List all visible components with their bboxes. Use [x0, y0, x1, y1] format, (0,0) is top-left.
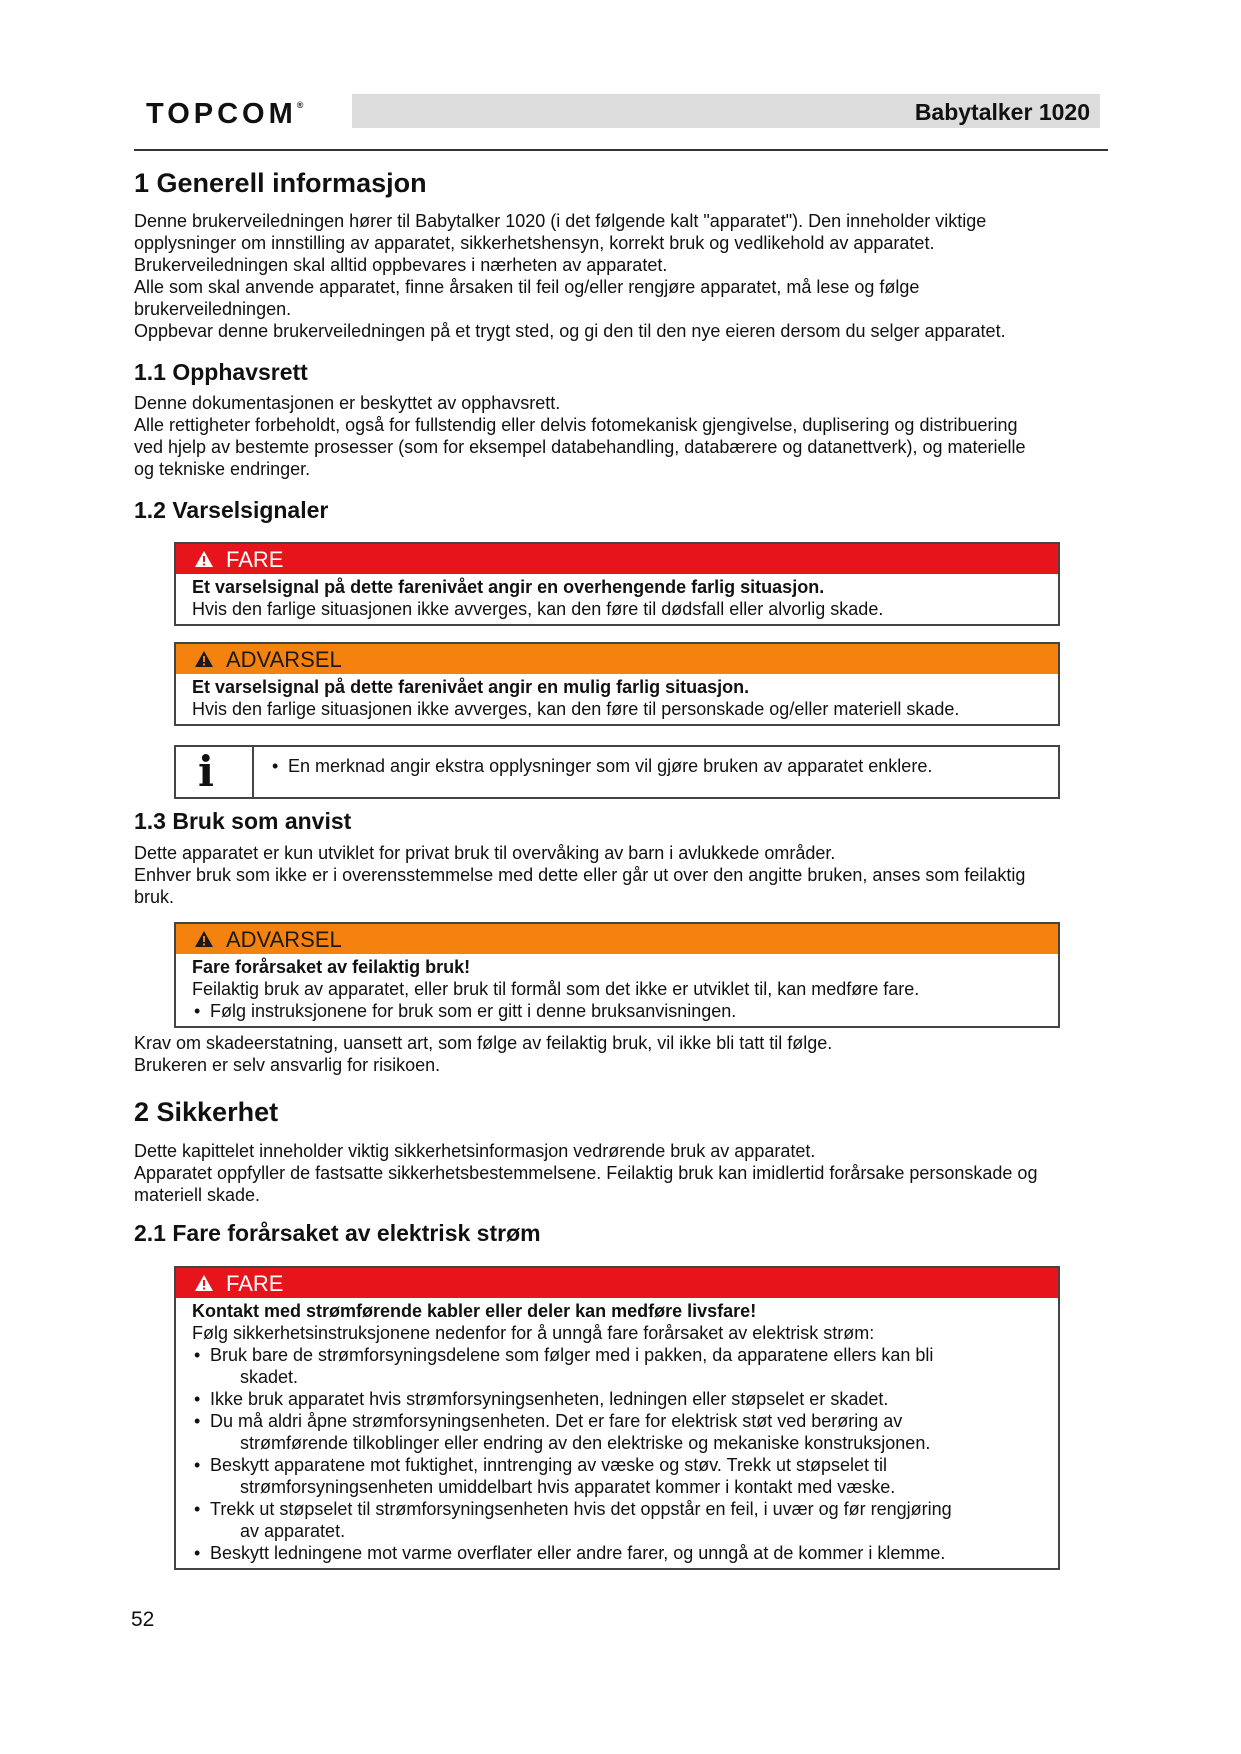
advarsel-body: [176, 674, 1058, 724]
warning-triangle-icon: [194, 1274, 214, 1292]
text-line: materiell skade.: [134, 1185, 261, 1205]
page-header: [134, 92, 1110, 132]
advarsel-warning-box: [174, 642, 1060, 726]
advarsel-header: [176, 924, 1058, 954]
info-icon-cell: [176, 747, 254, 797]
text-line: Krav om skadeerstatning, uansett art, som følge av feilaktig bruk, vil ikke bli tatt til følge.: [134, 1033, 833, 1053]
electric-fare-box: [174, 1266, 1060, 1570]
advarsel-bold-line: Et varselsignal på dette farenivået angir en mulig farlig situasjon.: [192, 677, 750, 697]
text-line: brukerveiledningen.: [134, 299, 292, 319]
fare-label: FARE: [226, 1271, 284, 1296]
misuse-advarsel-box: [174, 922, 1060, 1028]
fare-line: Følg sikkerhetsinstruksjonene nedenfor for å unngå fare forårsaket av elektrisk strøm:: [192, 1323, 875, 1343]
bullet-item: • Du må aldri åpne strømforsyningsenheten. Det er fare for elektrisk støt ved berøring av strømførende tilkoblinger eller endring av den elektriske og mekaniske konstruksjonen.: [192, 1410, 1046, 1454]
text-line: Alle rettigheter forbeholdt, også for fullstendig eller delvis fotomekanisk gjengivelse, duplisering og distribuering: [134, 415, 1018, 435]
section-1-1-heading: 1.1 Opphavsrett: [134, 359, 308, 385]
bullet-item: • Bruk bare de strømforsyningsdelene som følger med i pakken, da apparatene ellers kan bli skadet.: [192, 1344, 1046, 1388]
advarsel-header: [176, 644, 1058, 674]
advarsel-body: [176, 954, 1058, 1026]
text-line: ved hjelp av bestemte prosesser (som for eksempel databehandling, databærere og datanettverk), og materielle: [134, 437, 1026, 457]
bullet-item: • Ikke bruk apparatet hvis strømforsyningsenheten, ledningen eller støpselet er skadet.: [192, 1388, 1046, 1410]
advarsel-line: Hvis den farlige situasjonen ikke avverges, kan den føre til personskade og/eller materiell skade.: [192, 699, 960, 719]
text-line: Enhver bruk som ikke er i overensstemmelse med dette eller går ut over den angitte bruken, anses som feilaktig: [134, 865, 1026, 885]
section-1-3-text: [134, 842, 1114, 908]
info-icon: i: [198, 747, 214, 796]
section-1-1-text: [134, 392, 1114, 480]
bullet-item: • Beskytt ledningene mot varme overflater eller andre farer, og unngå at de kommer i klemme.: [192, 1542, 1046, 1564]
header-title-bar: [352, 94, 1100, 128]
text-line: Brukerveiledningen skal alltid oppbevares i nærheten av apparatet.: [134, 255, 668, 275]
section-2-heading: 2 Sikkerhet: [134, 1097, 279, 1127]
topcom-logo: TOPCOM®: [146, 98, 304, 130]
fare-bold-line: Et varselsignal på dette farenivået angir en overhengende farlig situasjon.: [192, 577, 825, 597]
header-divider: [134, 149, 1108, 151]
page-number: 52: [131, 1608, 155, 1631]
fare-warning-box: [174, 542, 1060, 626]
text-line: Dette kapittelet inneholder viktig sikkerhetsinformasjon vedrørende bruk av apparatet.: [134, 1141, 816, 1161]
section-1-heading: 1 Generell informasjon: [134, 168, 427, 198]
text-line: bruk.: [134, 887, 175, 907]
info-note-box: [174, 745, 1060, 799]
section-1-3-heading: 1.3 Bruk som anvist: [134, 808, 352, 834]
warning-triangle-icon: [194, 930, 214, 948]
fare-line: Hvis den farlige situasjonen ikke avverges, kan den føre til dødsfall eller alvorlig skade.: [192, 599, 884, 619]
text-line: og tekniske endringer.: [134, 459, 311, 479]
text-line: opplysninger om innstilling av apparatet, sikkerhetshensyn, korrekt bruk og vedlikehold av apparatet.: [134, 233, 935, 253]
text-line: Denne brukerveiledningen hører til Babytalker 1020 (i det følgende kalt "apparatet"). Den inneholder viktige: [134, 211, 987, 231]
section-1-3-after-text: [134, 1032, 1114, 1076]
bullet-item: • Trekk ut støpselet til strømforsyningsenheten hvis det oppstår en feil, i uvær og før rengjøring av apparatet.: [192, 1498, 1046, 1542]
text-line: Denne dokumentasjonen er beskyttet av opphavsrett.: [134, 393, 561, 413]
fare-header: [176, 544, 1058, 574]
section-1-2-heading: 1.2 Varselsignaler: [134, 497, 329, 523]
fare-label: FARE: [226, 547, 284, 572]
fare-bold-line: Kontakt med strømførende kabler eller deler kan medføre livsfare!: [192, 1301, 757, 1321]
advarsel-bold-line: Fare forårsaket av feilaktig bruk!: [192, 957, 471, 977]
product-name: Babytalker 1020: [914, 99, 1090, 125]
info-note-text: • En merknad angir ekstra opplysninger som vil gjøre bruken av apparatet enklere.: [270, 756, 932, 777]
advarsel-label: ADVARSEL: [226, 647, 342, 672]
advarsel-line: Feilaktig bruk av apparatet, eller bruk til formål som det ikke er utviklet til, kan medføre fare.: [192, 979, 920, 999]
section-2-text: [134, 1140, 1114, 1206]
bullet-item: • Beskytt apparatene mot fuktighet, inntrenging av væske og støv. Trekk ut støpselet til strømforsyningsenheten umiddelbart hvis apparatet kommer i kontakt med væske.: [192, 1454, 1046, 1498]
text-line: Oppbevar denne brukerveiledningen på et trygt sted, og gi den til den nye eieren dersom du selger apparatet.: [134, 321, 1006, 341]
text-line: Alle som skal anvende apparatet, finne årsaken til feil og/eller rengjøre apparatet, må lese og følge: [134, 277, 920, 297]
text-line: Apparatet oppfyller de fastsatte sikkerhetsbestemmelsene. Feilaktig bruk kan imidlertid forårsake personskade og: [134, 1163, 1038, 1183]
text-line: Dette apparatet er kun utviklet for privat bruk til overvåking av barn i avlukkede områder.: [134, 843, 836, 863]
section-2-1-heading: 2.1 Fare forårsaket av elektrisk strøm: [134, 1220, 541, 1246]
warning-triangle-icon: [194, 650, 214, 668]
bullet-item: • Følg instruksjonene for bruk som er gitt i denne bruksanvisningen.: [192, 1000, 1046, 1022]
warning-triangle-icon: [194, 550, 214, 568]
text-line: Brukeren er selv ansvarlig for risikoen.: [134, 1055, 441, 1075]
fare-body: [176, 1298, 1058, 1568]
fare-body: [176, 574, 1058, 624]
fare-header: [176, 1268, 1058, 1298]
section-1-text: [134, 210, 1114, 342]
advarsel-label: ADVARSEL: [226, 927, 342, 952]
